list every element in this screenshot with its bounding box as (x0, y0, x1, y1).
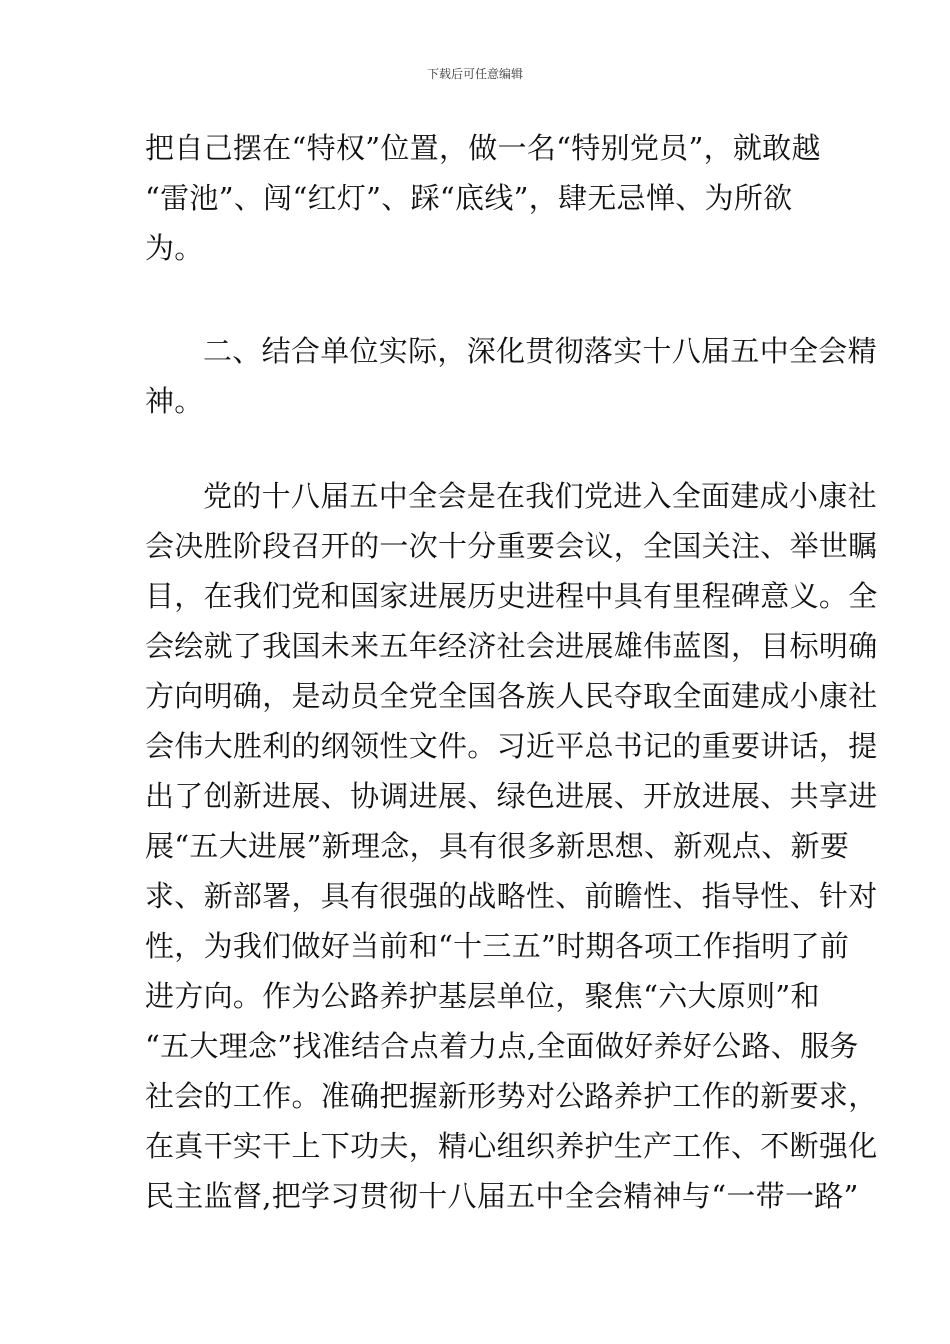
paragraph-2-line-2: 会决胜阶段召开的一次十分重要会议，全国关注、举世瞩 (145, 529, 878, 563)
paragraph-2-line-8: 展“五大进展”新理念，具有很多新思想、新观点、新要 (145, 829, 850, 863)
paragraph-2-line-5: 方向明确，是动员全党全国各族人民夺取全面建成小康社 (145, 679, 878, 713)
paragraph-2-line-10: 性，为我们做好当前和“十三五”时期各项工作指明了前 (145, 929, 850, 963)
paragraph-2-line-14: 在真干实干上下功夫，精心组织养护生产工作、不断强化 (145, 1129, 878, 1163)
page-header-note: 下载后可任意编辑 (426, 67, 523, 81)
paragraph-1-line-1: 把自己摆在“特权”位置，做一名“特别党员”，就敢越 (145, 131, 821, 165)
paragraph-2-line-3: 目，在我们党和国家进展历史进程中具有里程碑意义。全 (145, 579, 878, 613)
paragraph-2-line-6: 会伟大胜利的纲领性文件。习近平总书记的重要讲话，提 (145, 729, 878, 763)
paragraph-2-line-11: 进方向。作为公路养护基层单位，聚焦“六大原则”和 (145, 979, 820, 1013)
paragraph-2-line-1: 党的十八届五中全会是在我们党进入全面建成小康社 (203, 479, 877, 513)
paragraph-2-line-7: 出了创新进展、协调进展、绿色进展、开放进展、共享进 (145, 779, 878, 813)
paragraph-2-line-15: 民主监督,把学习贯彻十八届五中全会精神与“一带一路” (145, 1179, 859, 1213)
paragraph-2-line-4: 会绘就了我国未来五年经济社会进展雄伟蓝图，目标明确 (145, 629, 878, 663)
paragraph-1-line-3: 为。 (145, 231, 204, 265)
section-heading-line-2: 神。 (145, 384, 204, 418)
paragraph-2-line-13: 社会的工作。准确把握新形势对公路养护工作的新要求， (145, 1079, 878, 1113)
section-heading-line-1: 二、结合单位实际，深化贯彻落实十八届五中全会精 (203, 334, 877, 368)
paragraph-1-line-2: “雷池”、闯“红灯”、踩“底线”，肆无忌惮、为所欲 (145, 181, 793, 215)
paragraph-2-line-9: 求、新部署，具有很强的战略性、前瞻性、指导性、针对 (145, 879, 878, 913)
paragraph-2-line-12: “五大理念”找准结合点着力点,全面做好养好公路、服务 (145, 1029, 859, 1063)
